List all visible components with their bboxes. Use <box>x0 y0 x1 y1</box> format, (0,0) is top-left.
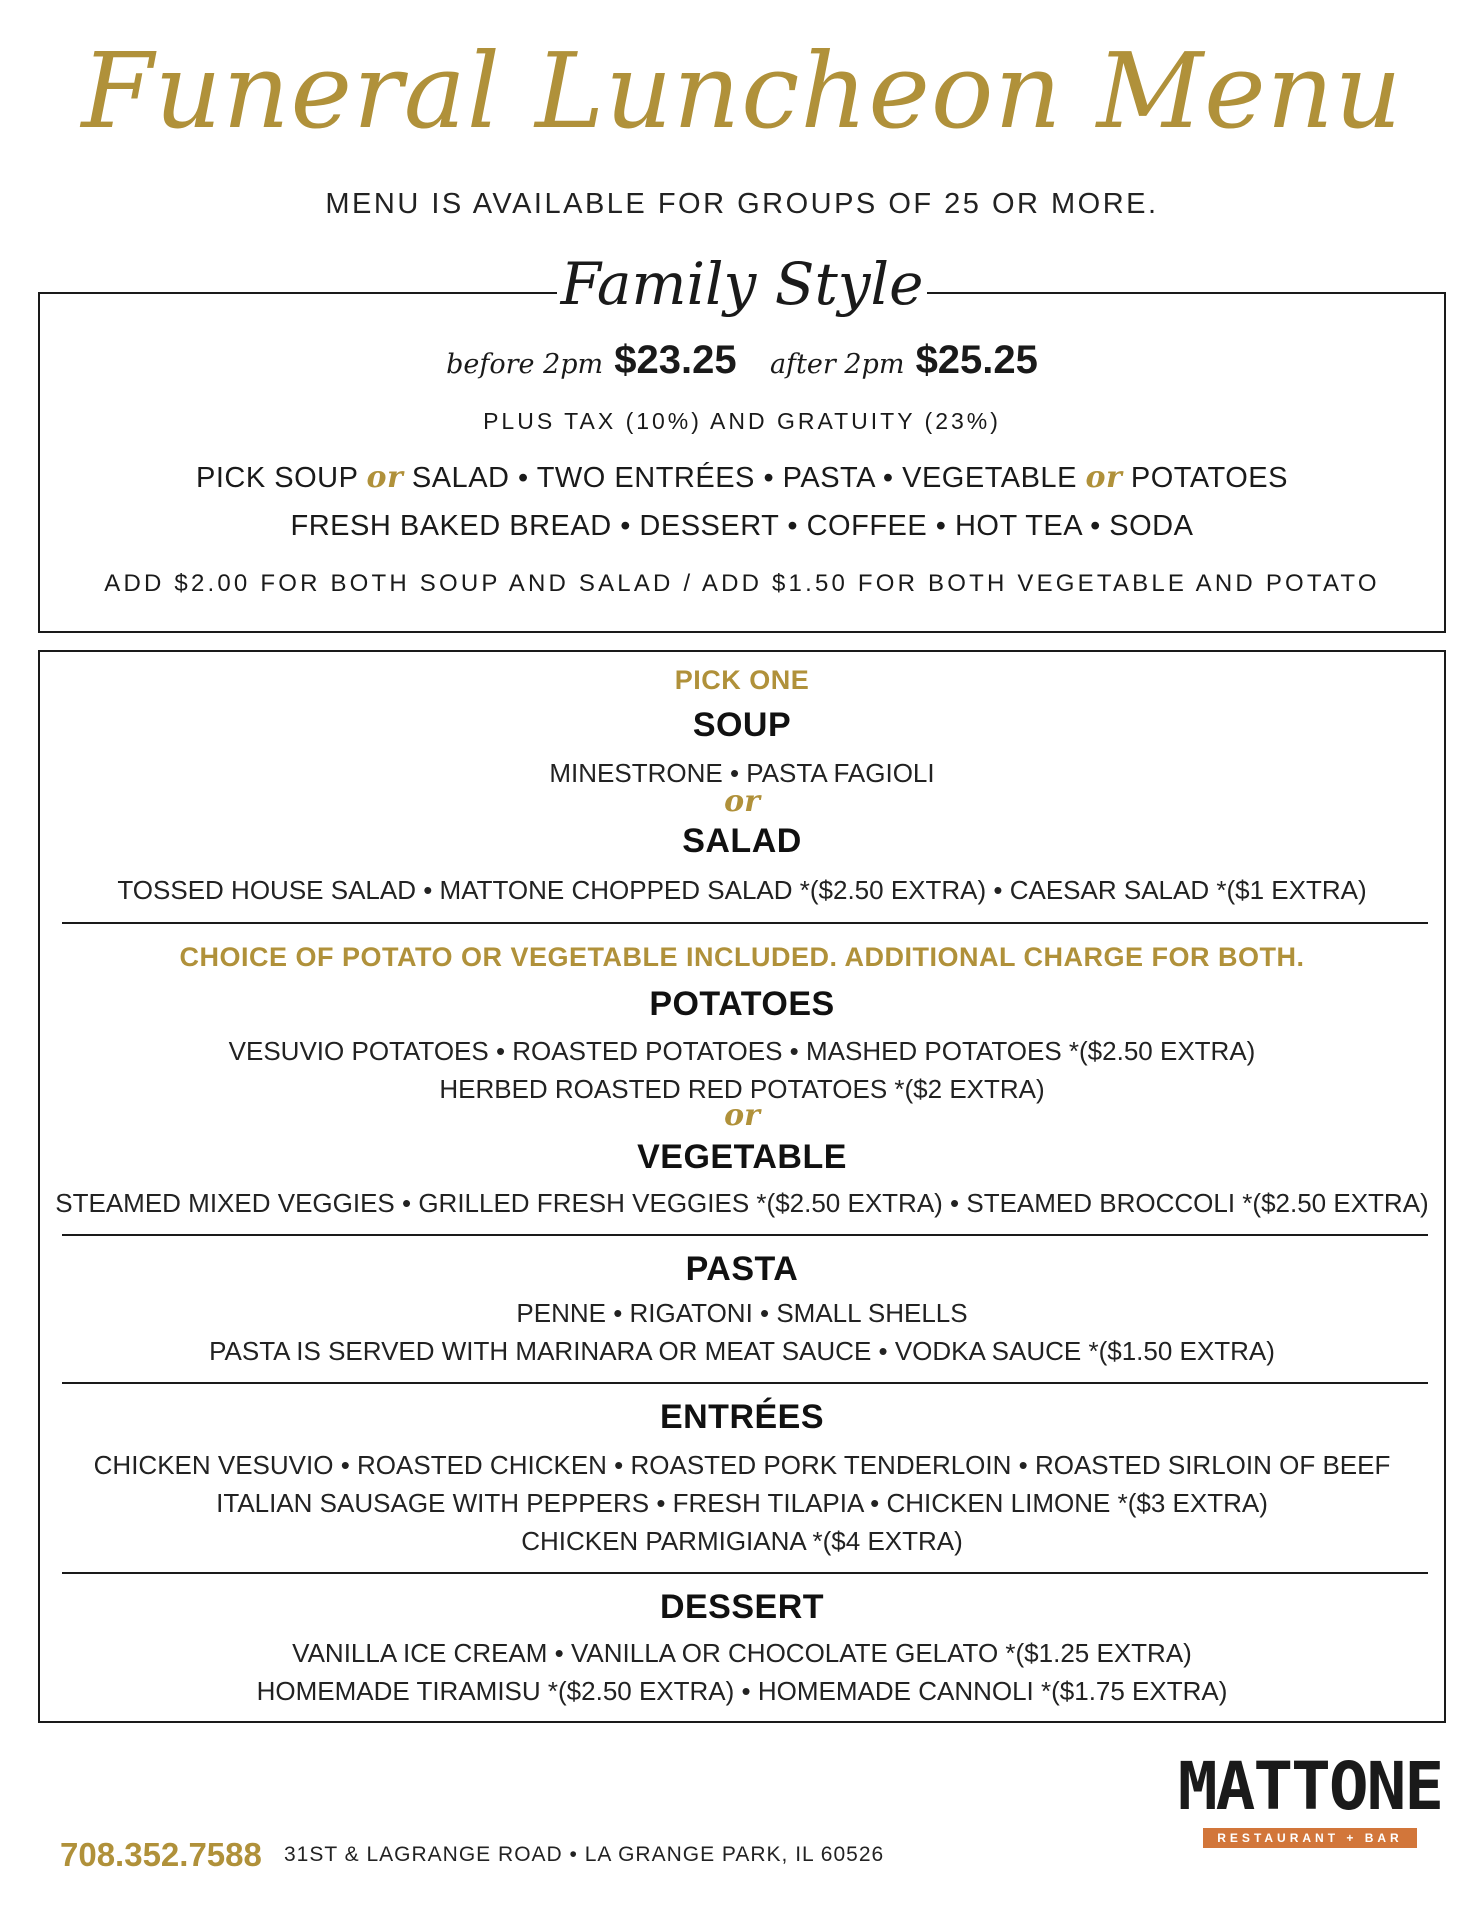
vegetable-items: STEAMED MIXED VEGGIES • GRILLED FRESH VEGGIES *($2.50 EXTRA) • STEAMED BROCCOLI *($2.50 EXTRA) <box>55 1188 1429 1218</box>
pick-salad-text: SALAD • TWO ENTRÉES • PASTA • VEGETABLE <box>411 462 1077 494</box>
included-items-line: FRESH BAKED BREAD • DESSERT • COFFEE • HOT TEA • SODA <box>290 510 1194 542</box>
entrees-items-line3: CHICKEN PARMIGIANA *($4 EXTRA) <box>521 1526 963 1556</box>
before-2pm-price: $23.25 <box>614 338 737 382</box>
price-line <box>0 338 1484 383</box>
pasta-items-line2: PASTA IS SERVED WITH MARINARA OR MEAT SAUCE • VODKA SAUCE *($1.50 EXTRA) <box>209 1336 1275 1366</box>
dessert-items-line2: HOMEMADE TIRAMISU *($2.50 EXTRA) • HOMEMADE CANNOLI *($1.75 EXTRA) <box>256 1676 1228 1706</box>
or-word: or <box>724 784 760 819</box>
vegetable-heading: VEGETABLE <box>637 1138 847 1176</box>
or-word: or <box>366 460 404 495</box>
entrees-heading: ENTRÉES <box>659 1398 825 1436</box>
section-divider <box>62 922 1428 924</box>
tax-note: PLUS TAX (10%) AND GRATUITY (23%) <box>483 408 1001 434</box>
soup-items: MINESTRONE • PASTA FAGIOLI <box>549 758 935 788</box>
before-2pm-label: before 2pm <box>446 349 604 380</box>
pasta-items-line1: PENNE • RIGATONI • SMALL SHELLS <box>516 1298 968 1328</box>
dessert-items-line1: VANILLA ICE CREAM • VANILLA OR CHOCOLATE GELATO *($1.25 EXTRA) <box>292 1638 1192 1668</box>
logo-name: MATTONE <box>1177 1748 1443 1825</box>
logo-tagline: RESTAURANT + BAR <box>1203 1828 1416 1848</box>
after-2pm-price: $25.25 <box>915 338 1038 382</box>
address: 31ST & LAGRANGE ROAD • LA GRANGE PARK, IL 60526 <box>284 1843 885 1866</box>
section-divider <box>62 1572 1428 1574</box>
pick-line <box>0 460 1484 495</box>
mattone-logo <box>1170 1748 1450 1848</box>
section-divider <box>62 1234 1428 1236</box>
add-on-note: ADD $2.00 FOR BOTH SOUP AND SALAD / ADD $1.50 FOR BOTH VEGETABLE AND POTATO <box>104 570 1380 597</box>
dessert-heading: DESSERT <box>659 1588 825 1626</box>
potatoes-items-line1: VESUVIO POTATOES • ROASTED POTATOES • MASHED POTATOES *($2.50 EXTRA) <box>228 1036 1256 1066</box>
pick-soup-text: PICK SOUP <box>196 462 358 494</box>
section-divider <box>62 1382 1428 1384</box>
entrees-items-line2: ITALIAN SAUSAGE WITH PEPPERS • FRESH TILAPIA • CHICKEN LIMONE *($3 EXTRA) <box>216 1488 1268 1518</box>
phone-number[interactable]: 708.352.7588 <box>60 1836 262 1873</box>
pasta-heading: PASTA <box>685 1250 799 1288</box>
family-style-heading: Family Style <box>557 248 927 320</box>
pick-one-label: PICK ONE <box>674 665 810 695</box>
potatoes-heading: POTATOES <box>649 985 835 1023</box>
salad-items: TOSSED HOUSE SALAD • MATTONE CHOPPED SALAD *($2.50 EXTRA) • CAESAR SALAD *($1 EXTRA) <box>117 875 1367 905</box>
pick-potatoes-text: POTATOES <box>1130 462 1288 494</box>
or-word: or <box>724 1098 760 1133</box>
soup-heading: SOUP <box>692 706 792 744</box>
after-2pm-label: after 2pm <box>769 349 905 380</box>
entrees-items-line1: CHICKEN VESUVIO • ROASTED CHICKEN • ROASTED PORK TENDERLOIN • ROASTED SIRLOIN OF BEEF <box>93 1450 1391 1480</box>
potatoes-items-line2: HERBED ROASTED RED POTATOES *($2 EXTRA) <box>439 1074 1045 1104</box>
potato-vegetable-note: CHOICE OF POTATO OR VEGETABLE INCLUDED. ADDITIONAL CHARGE FOR BOTH. <box>179 942 1305 972</box>
or-word: or <box>1085 460 1123 495</box>
salad-heading: SALAD <box>682 822 802 860</box>
menu-title: Funeral Luncheon Menu <box>81 30 1403 152</box>
menu-subtitle: MENU IS AVAILABLE FOR GROUPS OF 25 OR MORE. <box>325 188 1159 220</box>
